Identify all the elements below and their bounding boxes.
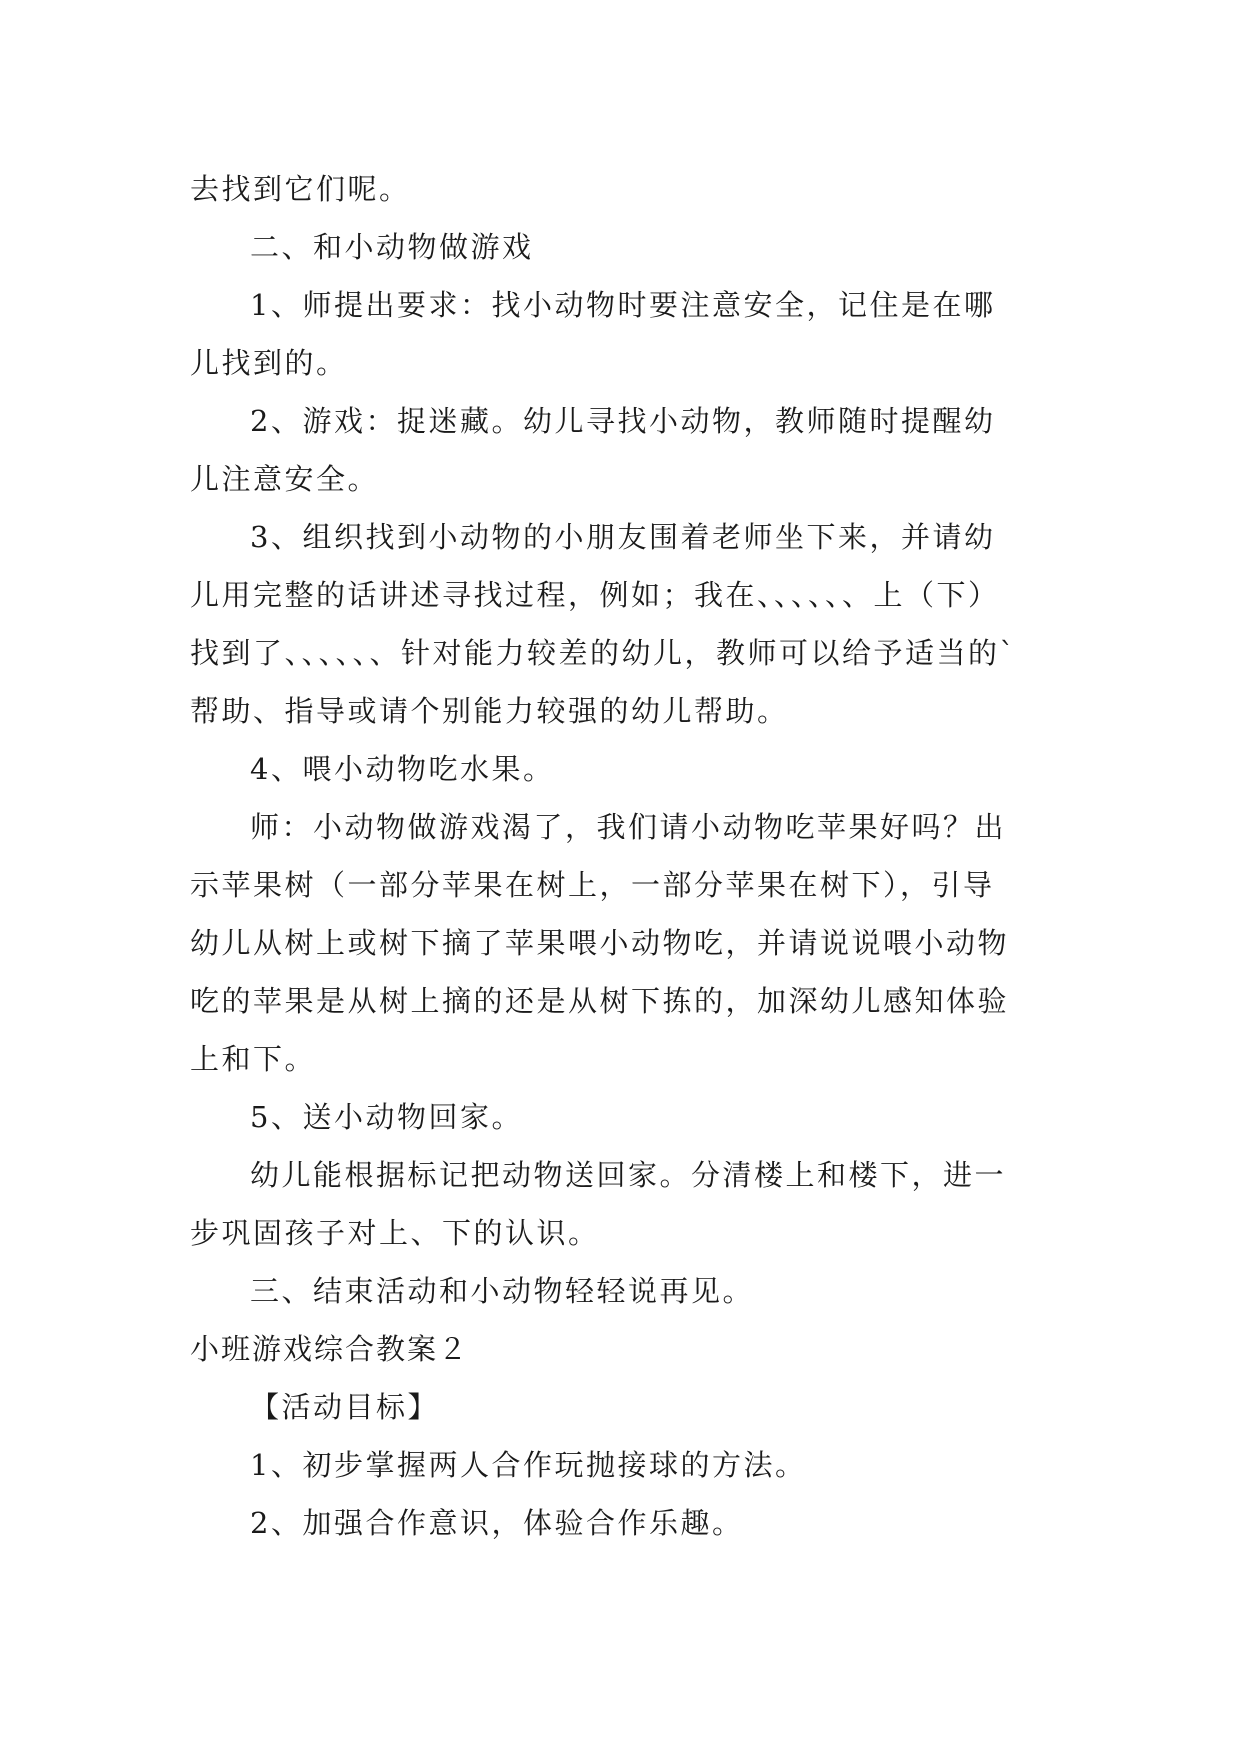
document-body xyxy=(190,160,1050,1552)
text-line: 幼儿从树上或树下摘了苹果喂小动物吃，并请说说喂小动物 xyxy=(190,926,1010,960)
text-line: 1、初步掌握两人合作玩抛接球的方法。 xyxy=(250,1448,807,1482)
text-line: 儿找到的。 xyxy=(190,346,348,380)
text-line: 4、喂小动物吃水果。 xyxy=(250,752,555,786)
text-line: 师：小动物做游戏渴了，我们请小动物吃苹果好吗？出 xyxy=(250,810,1007,844)
text-line: 示苹果树（一部分苹果在树上，一部分苹果在树下），引导 xyxy=(190,868,995,902)
text-line: 二、和小动物做游戏 xyxy=(250,230,534,264)
text-line: 吃的苹果是从树上摘的还是从树下拣的，加深幼儿感知体验 xyxy=(190,984,1010,1018)
text-line: 儿用完整的话讲述寻找过程，例如；我在、、、、、、上（下） xyxy=(190,578,1000,612)
text-line: 3、组织找到小动物的小朋友围着老师坐下来，并请幼 xyxy=(250,520,996,554)
text-line: 1、师提出要求：找小动物时要注意安全，记住是在哪 xyxy=(250,288,996,322)
text-line: 帮助、指导或请个别能力较强的幼儿帮助。 xyxy=(190,694,789,728)
text-line: 三、结束活动和小动物轻轻说再见。 xyxy=(250,1274,755,1308)
text-line: 找到了、、、、、、针对能力较差的幼儿，教师可以给予适当的` xyxy=(190,636,1017,670)
text-line: 幼儿能根据标记把动物送回家。分清楼上和楼下，进一 xyxy=(250,1158,1007,1192)
text-line: 步巩固孩子对上、下的认识。 xyxy=(190,1216,600,1250)
text-line: 2、游戏：捉迷藏。幼儿寻找小动物，教师随时提醒幼 xyxy=(250,404,996,438)
text-line: 5、送小动物回家。 xyxy=(250,1100,523,1134)
text-line: 2、加强合作意识，体验合作乐趣。 xyxy=(250,1506,744,1540)
section-title: 小班游戏综合教案２ xyxy=(190,1332,470,1366)
text-line: 去找到它们呢。 xyxy=(190,172,411,206)
text-line: 上和下。 xyxy=(190,1042,317,1076)
text-line: 【活动目标】 xyxy=(250,1390,440,1424)
text-line: 儿注意安全。 xyxy=(190,462,380,496)
